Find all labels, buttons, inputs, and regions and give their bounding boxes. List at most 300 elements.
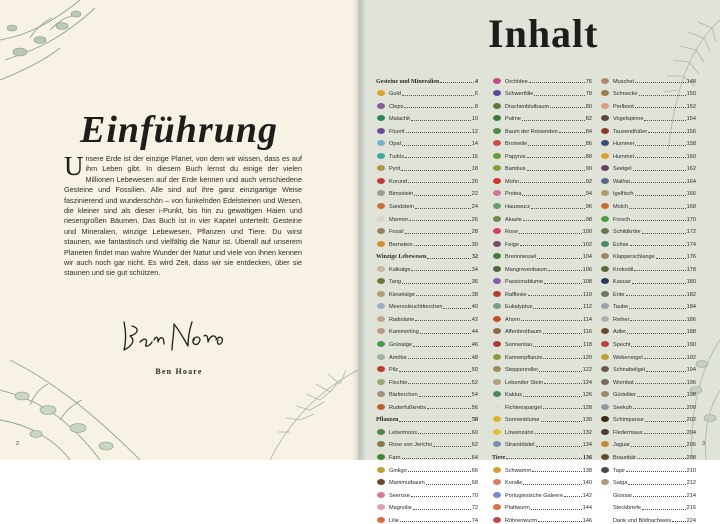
dot-leader [426, 484, 471, 485]
dot-leader [527, 157, 585, 158]
toc-entry-page: 92 [585, 178, 592, 185]
toc-entry-page: 112 [583, 304, 592, 311]
toc-entry-label: Seeigel [613, 166, 632, 173]
toc-entry-label: Orchidee [505, 78, 528, 85]
toc-entry-label: Gürteltier [613, 392, 637, 399]
toc-entry [376, 511, 478, 524]
entry-illustration-icon [492, 302, 502, 310]
toc-entry-label: Braunbär [613, 454, 637, 461]
toc-entry-label: Kammerling [389, 329, 419, 336]
dot-leader [559, 132, 585, 133]
toc-entry [492, 172, 592, 185]
toc-entry [600, 135, 696, 148]
entry-illustration-icon [492, 277, 502, 285]
entry-illustration-icon [492, 252, 502, 260]
toc-entry [376, 474, 478, 487]
dot-leader [400, 521, 471, 522]
toc-entry-page: 58 [472, 417, 478, 424]
toc-entry-label: Schwertlilie [505, 91, 534, 98]
toc-entry-label: Gesteine und Mineralien [376, 78, 440, 85]
dot-leader [627, 333, 686, 334]
toc-entry-page: 42 [471, 316, 478, 323]
toc-entry [376, 423, 478, 436]
toc-entry-page: 124 [582, 379, 592, 386]
dot-leader [632, 283, 686, 284]
toc-entry [492, 310, 592, 323]
entry-illustration-icon [376, 215, 386, 223]
toc-entry-page: 104 [582, 254, 592, 261]
toc-entry-page: 130 [582, 417, 592, 424]
toc-entry [376, 436, 478, 449]
toc-chapter-heading [376, 411, 478, 424]
entry-illustration-icon [376, 152, 386, 160]
entry-illustration-icon [600, 403, 610, 411]
entry-illustration-icon [376, 365, 386, 373]
dot-leader [631, 346, 685, 347]
toc-entry [492, 386, 592, 399]
toc-entry-page: 180 [686, 279, 696, 286]
entry-illustration-icon [600, 277, 610, 285]
dot-leader [644, 120, 685, 121]
toc-entry [376, 110, 478, 123]
entry-illustration-icon [600, 240, 610, 248]
toc-entry-page: 40 [471, 304, 478, 311]
toc-entry [492, 160, 592, 173]
entry-illustration-icon [492, 227, 502, 235]
toc-entry-page: 140 [582, 480, 592, 487]
toc-entry [600, 110, 696, 123]
toc-entry [600, 348, 696, 361]
toc-entry-page: 86 [585, 141, 592, 148]
toc-entry [376, 260, 478, 273]
toc-entry-page: 36 [471, 279, 478, 286]
toc-entry-label: Taube [613, 304, 629, 311]
dot-leader [656, 258, 686, 259]
toc-entry-page: 88 [585, 153, 592, 160]
toc-entry [600, 260, 696, 273]
left-page [0, 0, 358, 460]
toc-entry [600, 273, 696, 286]
toc-entry-page: 122 [582, 367, 592, 374]
toc-entry-page: 204 [686, 429, 696, 436]
entry-illustration-icon [376, 353, 386, 361]
toc-entry-label: Papyrus [505, 153, 526, 160]
page-number-left: 2 [16, 441, 20, 447]
dot-leader [630, 245, 686, 246]
toc-entry-label: Sonnentau [505, 342, 533, 349]
toc-entry-page: 168 [686, 204, 696, 211]
toc-entry-page: 24 [471, 204, 478, 211]
dot-leader [402, 283, 471, 284]
toc-entry-label: Protea [505, 191, 522, 198]
toc-entry-label: Bromelie [505, 141, 528, 148]
toc-entry-page: 12 [471, 128, 478, 135]
toc-entry-label: Kaktus [505, 392, 523, 399]
toc-entry-page: 68 [471, 480, 478, 487]
toc-entry-page: 6 [474, 91, 478, 98]
toc-entry-label: Turkis [389, 153, 405, 160]
entry-illustration-icon [376, 164, 386, 172]
entry-illustration-icon [600, 102, 610, 110]
toc-entry-page: 4 [475, 78, 478, 85]
toc-entry-label: Drachenblutbaum [505, 103, 550, 110]
dot-leader [635, 145, 685, 146]
toc-entry-page: 62 [471, 442, 478, 449]
toc-entry [600, 223, 696, 236]
toc-entry-page: 26 [471, 216, 478, 223]
toc-entry-label: Feige [505, 241, 519, 248]
toc-entry [600, 97, 696, 110]
toc-entry-page: 198 [686, 392, 696, 399]
entry-illustration-icon [492, 77, 502, 85]
toc-entry [492, 348, 592, 361]
dot-leader [543, 408, 582, 409]
toc-entry-page: 16 [471, 153, 478, 160]
toc-entry-label: Pyrit [389, 166, 401, 173]
toc-entry-page: 34 [471, 266, 478, 273]
toc-entry [376, 448, 478, 461]
toc-entry-page: 106 [582, 266, 592, 273]
toc-entry-page: 14 [471, 141, 478, 148]
toc-entry [492, 499, 592, 512]
toc-entry-label: Kasuar [613, 279, 631, 286]
toc-entry [600, 486, 696, 499]
toc-entry-page: 84 [585, 128, 592, 135]
entry-illustration-icon [492, 491, 502, 499]
toc-entry-label: Seerose [389, 492, 410, 499]
dot-leader [637, 396, 686, 397]
toc-entry [492, 474, 592, 487]
toc-entry [376, 273, 478, 286]
entry-illustration-icon [492, 403, 502, 411]
entry-illustration-icon [600, 378, 610, 386]
toc-entry-page: 10 [471, 116, 478, 123]
entry-illustration-icon [376, 139, 386, 147]
toc-entry [600, 361, 696, 374]
toc-entry [492, 72, 592, 85]
entry-illustration-icon [492, 89, 502, 97]
toc-entry-label: Tiere [492, 454, 506, 461]
toc-entry-page: 28 [471, 229, 478, 236]
toc-entry-label: Ahorn [505, 316, 520, 323]
toc-entry-page: 128 [582, 404, 592, 411]
toc-entry [600, 310, 696, 323]
dot-leader [520, 182, 585, 183]
dot-leader [532, 471, 582, 472]
entry-illustration-icon [600, 327, 610, 335]
toc-entry-page: 50 [471, 367, 478, 374]
dot-leader [413, 346, 471, 347]
toc-entry-label: Igelfisch [613, 191, 634, 198]
dot-leader [531, 208, 585, 209]
entry-illustration-icon [376, 340, 386, 348]
entry-illustration-icon [600, 152, 610, 160]
toc-entry-page: 196 [686, 379, 696, 386]
toc-entry-label: Hummel [613, 153, 634, 160]
entry-illustration-icon [492, 415, 502, 423]
toc-entry-page: 138 [582, 467, 592, 474]
toc-entry-label: Lilie [389, 517, 399, 524]
dot-leader [543, 333, 582, 334]
entry-illustration-icon [376, 102, 386, 110]
dot-leader [521, 320, 582, 321]
entry-illustration-icon [492, 440, 502, 448]
dot-leader [529, 82, 585, 83]
toc-entry-label: Glossar [613, 492, 633, 499]
toc-entry-page: 206 [686, 442, 696, 449]
entry-illustration-icon [376, 466, 386, 474]
dot-leader [402, 95, 474, 96]
dot-leader [672, 521, 686, 522]
entry-illustration-icon [600, 290, 610, 298]
dot-leader [528, 145, 585, 146]
entry-illustration-icon [600, 415, 610, 423]
toc-entry-label: Fichtenspargel [505, 404, 542, 411]
toc-entry-page: 108 [582, 279, 592, 286]
toc-entry [600, 285, 696, 298]
dot-leader [408, 383, 470, 384]
entry-illustration-icon [600, 77, 610, 85]
entry-illustration-icon [376, 390, 386, 398]
toc-entry-label: Malachit [389, 116, 410, 123]
toc-entry-label: Fledermaus [613, 429, 643, 436]
toc-entry-label: Steckbriefe [613, 505, 641, 512]
toc-entry-label: Mangrovenbaum [505, 266, 547, 273]
toc-entry-label: Rose von Jericho [389, 442, 433, 449]
dot-leader [633, 496, 685, 497]
dot-leader [404, 107, 474, 108]
toc-entry-label: Baum der Reisenden [505, 128, 558, 135]
entry-illustration-icon [492, 365, 502, 373]
toc-entry-label: Steppenroller [505, 367, 539, 374]
page-number-right: 3 [702, 441, 706, 447]
entry-illustration-icon [376, 503, 386, 511]
dot-leader [399, 371, 471, 372]
toc-entry [600, 248, 696, 261]
dot-leader [405, 233, 471, 234]
dot-leader [405, 157, 471, 158]
page-title-left: Einführung [79, 109, 278, 151]
toc-entry [376, 97, 478, 110]
entry-illustration-icon [376, 516, 386, 524]
dot-leader [411, 496, 471, 497]
toc-entry [492, 323, 592, 336]
dot-leader [440, 82, 474, 83]
entry-illustration-icon [600, 177, 610, 185]
entry-illustration-icon [492, 466, 502, 474]
toc-entry [376, 135, 478, 148]
dot-leader [523, 484, 581, 485]
toc-entry-label: Mammutbaum [389, 480, 425, 487]
toc-entry [492, 85, 592, 98]
toc-entry-page: 184 [686, 304, 696, 311]
toc-entry-page: 96 [585, 204, 592, 211]
toc-entry [376, 361, 478, 374]
toc-entry [492, 373, 592, 386]
toc-entry [376, 235, 478, 248]
toc-chapter-heading [492, 448, 592, 461]
entry-illustration-icon [600, 478, 610, 486]
dot-leader [646, 371, 686, 372]
toc-entry-label: Jaguar [613, 442, 631, 449]
toc-entry [376, 499, 478, 512]
toc-entry-label: Sonnenblume [505, 417, 540, 424]
toc-entry-label: Ente [613, 291, 625, 298]
toc-chapter-heading [376, 248, 478, 261]
toc-entry [376, 223, 478, 236]
toc-entry-label: Palme [505, 116, 521, 123]
dot-leader [543, 358, 581, 359]
toc-entry-page: 186 [686, 316, 696, 323]
toc-entry [376, 210, 478, 223]
toc-entry [376, 85, 478, 98]
entry-illustration-icon [492, 102, 502, 110]
toc-entry-label: Lebermoos [389, 429, 417, 436]
dot-leader [411, 120, 471, 121]
toc-entry-label: Tapir [613, 467, 626, 474]
toc-entry-label: Schildkröte [613, 229, 641, 236]
dot-leader [645, 421, 686, 422]
entry-illustration-icon [600, 265, 610, 273]
toc-entry-label: Seekuh [613, 404, 632, 411]
toc-entry [600, 436, 696, 449]
toc-entry-page: 170 [686, 216, 696, 223]
toc-entry-label: Echse [613, 241, 629, 248]
dot-leader [631, 182, 686, 183]
toc-entry-label: Ruderfußkrebs [389, 404, 426, 411]
entry-illustration-icon [600, 315, 610, 323]
toc-entry-page: 156 [686, 128, 696, 135]
entry-illustration-icon [600, 127, 610, 135]
toc-entry-label: Kalkalge [389, 266, 411, 273]
toc-entry-label: Schwamm [505, 467, 532, 474]
intro-paragraph [64, 151, 302, 279]
toc-entry-page: 212 [686, 480, 696, 487]
entry-illustration-icon [492, 177, 502, 185]
dot-leader [522, 120, 585, 121]
toc-entry [492, 110, 592, 123]
dot-leader [408, 471, 471, 472]
toc-entry-label: Kieselalge [389, 291, 415, 298]
toc-entry-page: 202 [686, 417, 696, 424]
dot-leader [527, 170, 585, 171]
dot-leader [401, 170, 471, 171]
toc-entry-label: Hauswurz [505, 204, 530, 211]
toc-entry [600, 386, 696, 399]
dot-leader [642, 509, 686, 510]
toc-entry [600, 235, 696, 248]
toc-entry [492, 185, 592, 198]
toc-entry-page: 224 [686, 517, 696, 524]
dot-leader [420, 333, 471, 334]
toc-entry-label: Mohn [505, 178, 519, 185]
entry-illustration-icon [376, 290, 386, 298]
dot-leader [415, 320, 471, 321]
dot-leader [534, 95, 584, 96]
entry-illustration-icon [600, 89, 610, 97]
toc-entry [492, 248, 592, 261]
toc-entry-page: 66 [471, 467, 478, 474]
toc-entry-label: Saiga [613, 480, 628, 487]
toc-column-3 [600, 72, 696, 524]
toc-entry [600, 323, 696, 336]
toc-entry-page: 162 [686, 166, 696, 173]
toc-entry [600, 411, 696, 424]
toc-entry-page: 70 [471, 492, 478, 499]
toc-entry-label: Bernstein [389, 241, 413, 248]
toc-entry [492, 398, 592, 411]
toc-entry [492, 461, 592, 474]
toc-entry-label: Koralle [505, 480, 523, 487]
toc-entry-label: Rafflesie [505, 291, 527, 298]
entry-illustration-icon [376, 428, 386, 436]
dot-leader [427, 258, 471, 259]
toc-entry [600, 160, 696, 173]
toc-entry [600, 474, 696, 487]
toc-entry-page: 216 [686, 505, 696, 512]
dot-leader [642, 233, 686, 234]
entry-illustration-icon [600, 302, 610, 310]
dot-leader [402, 145, 471, 146]
entry-illustration-icon [376, 240, 386, 248]
toc-entry [492, 235, 592, 248]
toc-entry-label: Grünalge [389, 342, 413, 349]
toc-entry-label: Marmor [389, 216, 409, 223]
toc-entry [376, 373, 478, 386]
entry-illustration-icon [600, 164, 610, 172]
dot-leader [635, 107, 686, 108]
entry-illustration-icon [376, 440, 386, 448]
entry-illustration-icon [376, 315, 386, 323]
dot-leader [628, 484, 685, 485]
toc-entry [376, 335, 478, 348]
toc-entry-page: 20 [471, 178, 478, 185]
dot-leader [626, 471, 686, 472]
toc-entry-label: Bärtierchen [389, 392, 418, 399]
toc-entry [376, 310, 478, 323]
dot-leader [564, 496, 582, 497]
dot-leader [548, 270, 582, 271]
dot-leader [414, 195, 471, 196]
toc-entry [492, 361, 592, 374]
entry-illustration-icon [600, 390, 610, 398]
toc-entry [492, 97, 592, 110]
toc-entry-page: 194 [686, 367, 696, 374]
entry-illustration-icon [600, 189, 610, 197]
toc-entry-label: Flechte [389, 379, 408, 386]
toc-entry [600, 298, 696, 311]
toc-entry-page: 118 [583, 342, 592, 349]
entry-illustration-icon [600, 353, 610, 361]
entry-illustration-icon [492, 428, 502, 436]
toc-entry-label: Dank und Bildnachweis [613, 517, 672, 524]
dropcap-letter: U [64, 151, 84, 181]
toc-column-1 [376, 72, 478, 524]
toc-entry-page: 18 [471, 166, 478, 173]
toc-entry [492, 298, 592, 311]
toc-entry-page: 200 [686, 404, 696, 411]
toc-entry-page: 114 [583, 316, 592, 323]
toc-entry-label: Fluorit [389, 128, 405, 135]
toc-entry [376, 348, 478, 361]
toc-entry-label: Ginkgo [389, 467, 407, 474]
entry-illustration-icon [376, 403, 386, 411]
entry-illustration-icon [492, 139, 502, 147]
toc-entry-page: 126 [582, 392, 592, 399]
dot-leader [523, 396, 582, 397]
entry-illustration-icon [492, 152, 502, 160]
toc-entry [600, 461, 696, 474]
